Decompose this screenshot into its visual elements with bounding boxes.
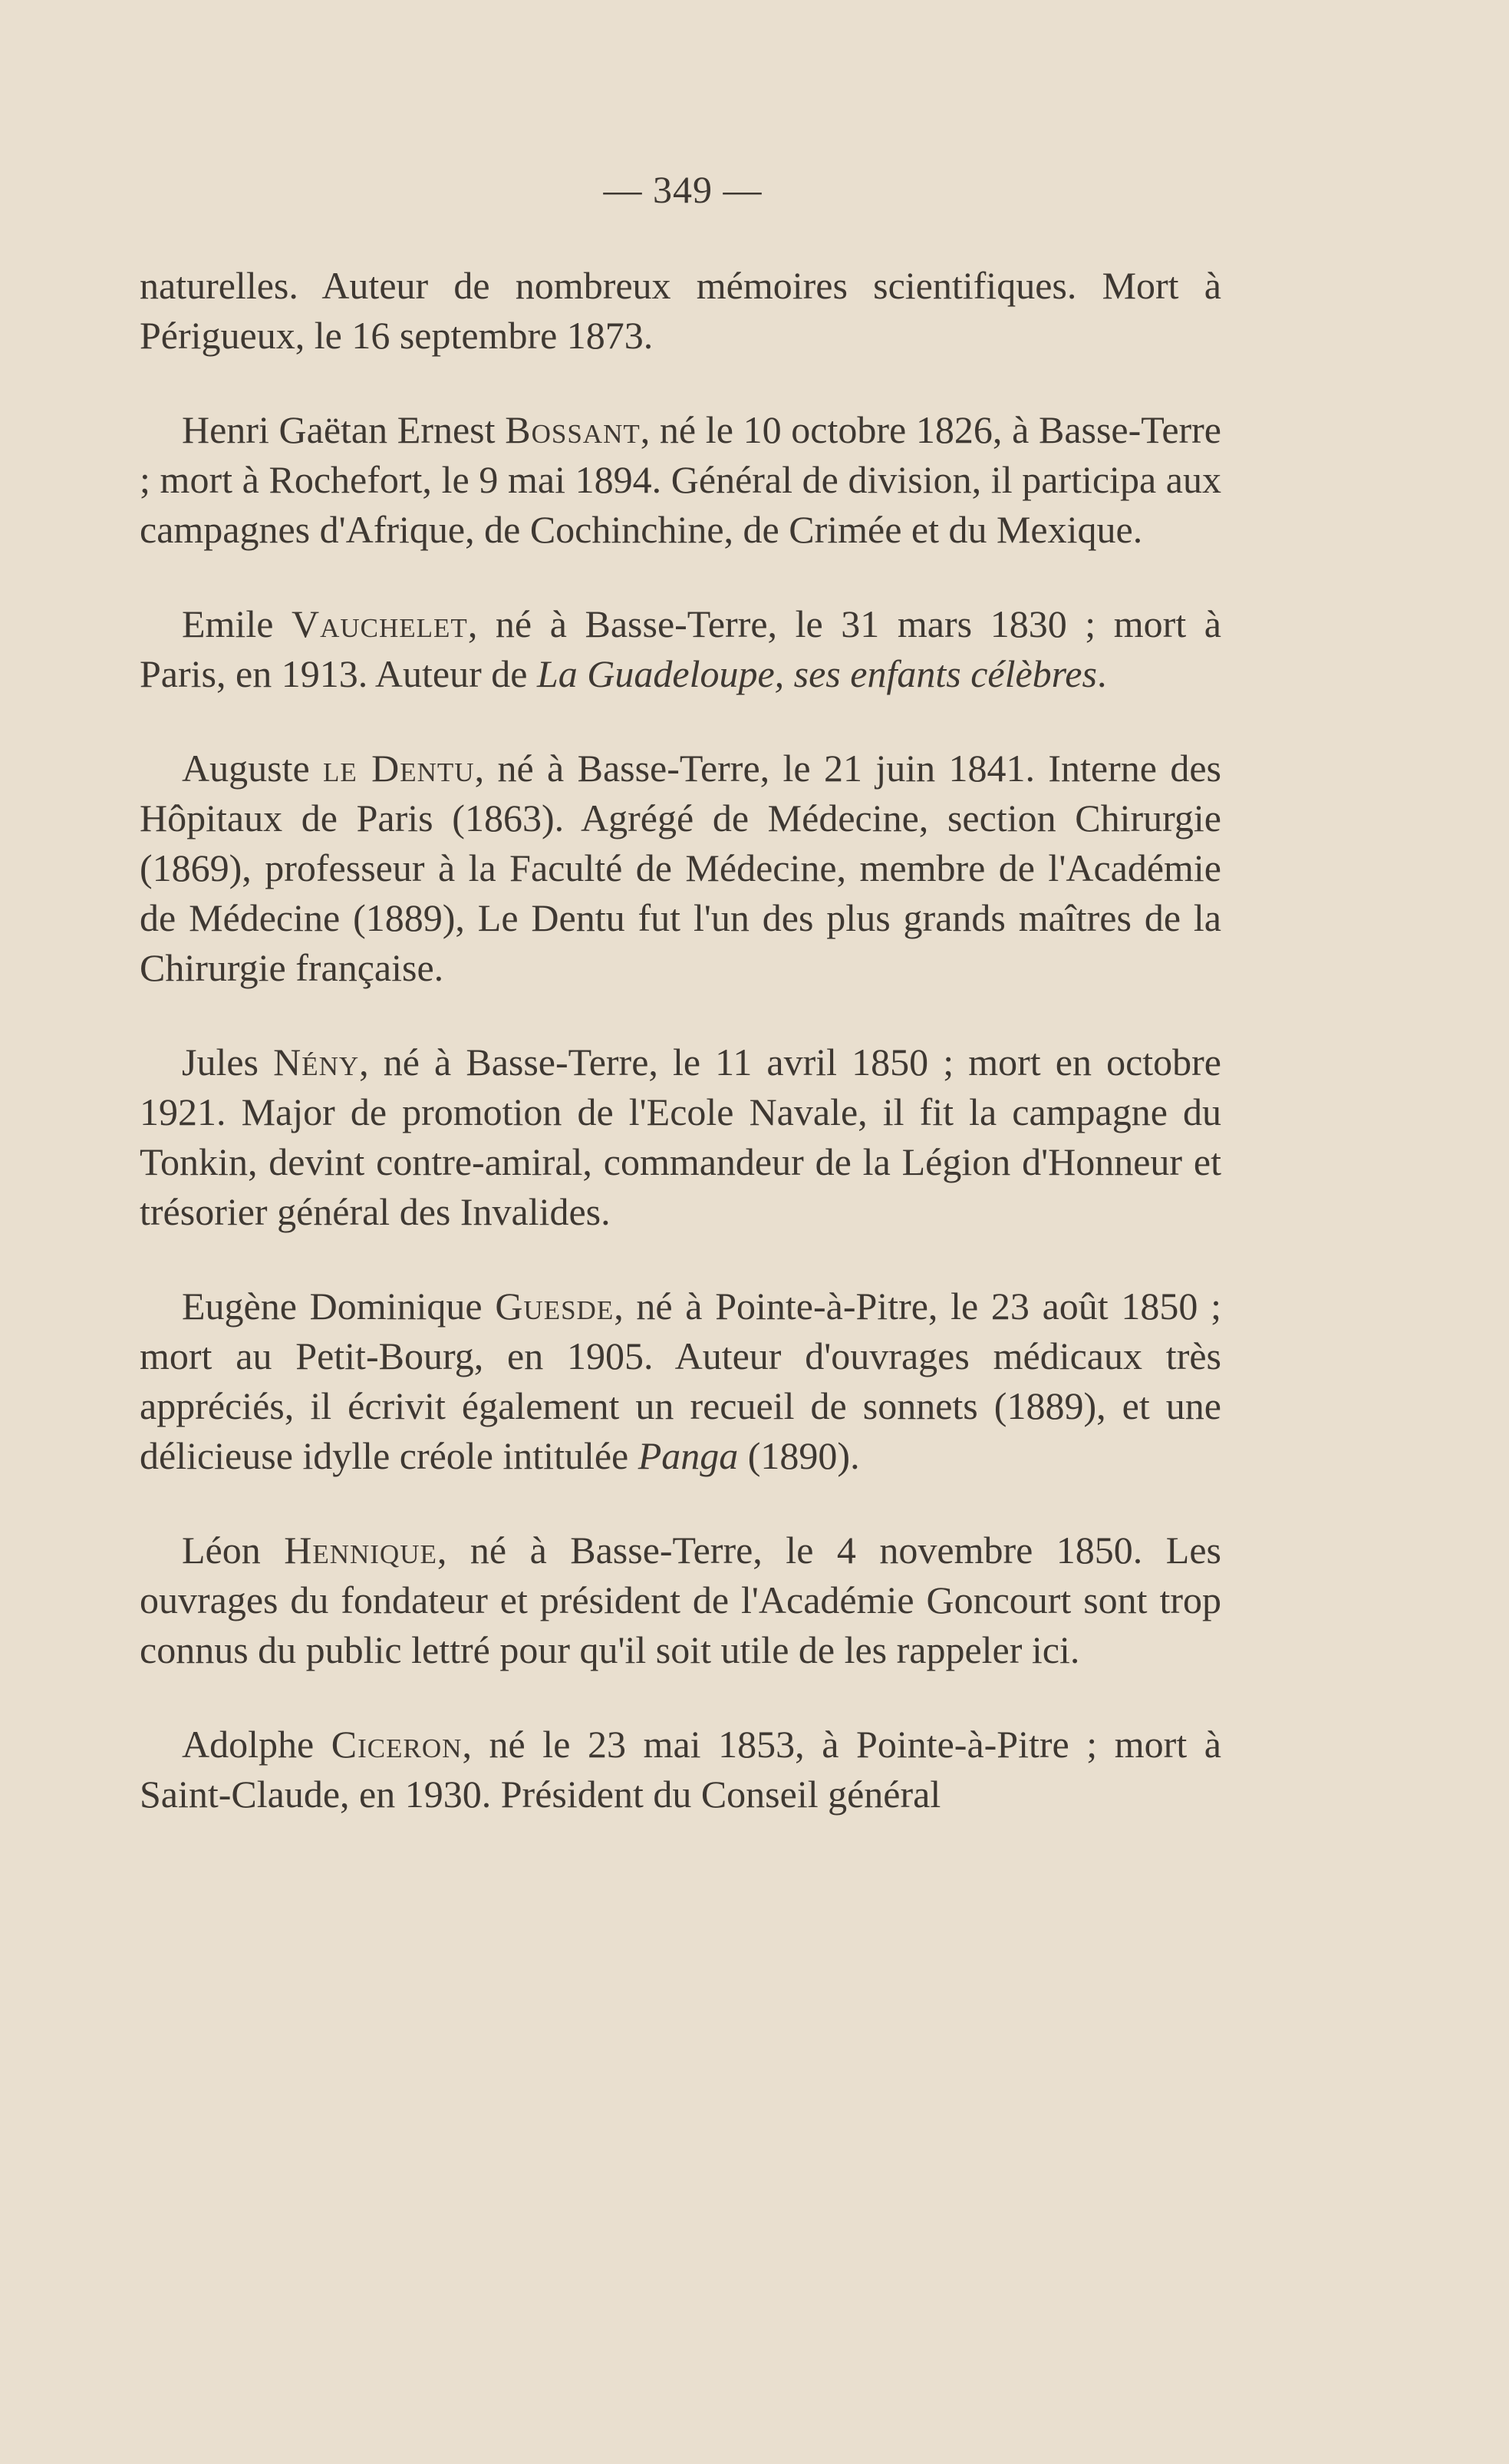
paragraph-text: , né le 23 mai 1853, à Pointe-à-Pitre ; mort à Saint-Claude, en 1930. Président du Conseil général (140, 1723, 1222, 1816)
paragraph-text: Léon (182, 1529, 285, 1572)
paragraph-text: . (1096, 652, 1107, 695)
paragraph-text: Adolphe (182, 1723, 331, 1766)
paragraph-continuation (140, 261, 1221, 361)
person-surname: Nény (273, 1041, 360, 1084)
page-number: — 349 — (603, 168, 763, 211)
person-surname: Guesde (495, 1285, 614, 1328)
paragraph-text: , né à Basse-Terre, le 21 juin 1841. Interne des Hôpitaux de Paris (1863). Agrégé de Médecine, section Chirurgie (1869), professeur à la Faculté de Médecine, membre de l'Académie de Médecine (1889), Le Dentu fut l'un des plus grands maîtres de la Chirurgie française. (140, 747, 1221, 989)
paragraph-text: , né à Basse-Terre, le 31 mars 1830 ; mort à Paris, en 1913. Auteur de (140, 602, 1221, 695)
paragraph-ciceron (140, 1720, 1221, 1819)
paragraph-text: Eugène Dominique (182, 1285, 496, 1328)
person-surname: le Dentu (323, 747, 475, 790)
paragraph-text: Auguste (182, 747, 324, 790)
paragraph-bossant (140, 405, 1221, 555)
paragraph-text: , né à Pointe-à-Pitre, le 23 août 1850 ; mort au Petit-Bourg, en 1905. Auteur d'ouvrages médicaux très appréciés, il écrivit également un recueil de sonnets (1889), et une délicieuse idylle créole intitulée (140, 1285, 1221, 1477)
paragraph-text: Jules (182, 1041, 274, 1084)
paragraph-guesde (140, 1281, 1221, 1481)
text-body (140, 261, 1221, 1819)
person-surname: Bossant (505, 408, 641, 451)
person-surname: Vauchelet (292, 602, 468, 645)
paragraph-text: Emile (182, 602, 292, 645)
paragraph-text: , né à Basse-Terre, le 11 avril 1850 ; mort en octobre 1921. Major de promotion de l'Ecole Navale, il fit la campagne du Tonkin, devint contre-amiral, commandeur de la Légion d'Honneur et trésorier général des Invalides. (140, 1041, 1221, 1233)
book-title: Panga (638, 1434, 739, 1477)
paragraph-text: Henri Gaëtan Ernest (182, 408, 506, 451)
person-surname: Ciceron (331, 1723, 463, 1766)
paragraph-vauchelet (140, 599, 1221, 699)
paragraph-hennique (140, 1526, 1221, 1675)
paragraph-text: (1890). (738, 1434, 860, 1477)
paragraph-neny (140, 1037, 1221, 1237)
person-surname: Hennique (284, 1529, 437, 1572)
paragraph-text: , né à Basse-Terre, le 4 novembre 1850. Les ouvrages du fondateur et président de l'Académie Goncourt sont trop connus du public lettré pour qu'il soit utile de les rappeler ici. (140, 1529, 1221, 1671)
book-title: La Guadeloupe, ses enfants célèbres (536, 652, 1097, 695)
paragraph-text: naturelles. Auteur de nombreux mémoires scientifiques. Mort à Périgueux, le 16 septembre 1873. (140, 264, 1221, 357)
paragraph-le-dentu (140, 744, 1221, 993)
paragraph-text: , né le 10 octobre 1826, à Basse-Terre ; mort à Rochefort, le 9 mai 1894. Général de division, il participa aux campagnes d'Afrique, de Cochinchine, de Crimée et du Mexique. (140, 408, 1222, 551)
